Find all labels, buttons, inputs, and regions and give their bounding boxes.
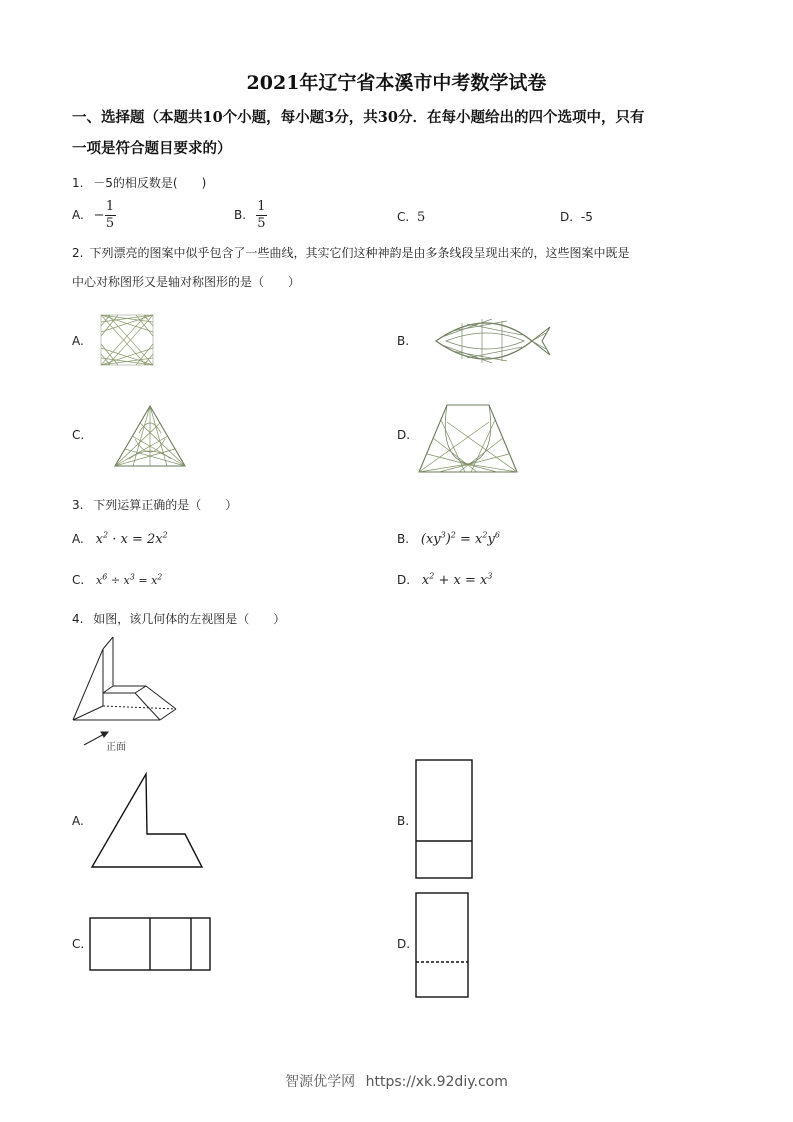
q4-option-c[interactable] xyxy=(72,937,84,951)
question-3-number: 3. xyxy=(72,498,84,512)
option-label: C. xyxy=(72,937,85,951)
string-art-trapezoid-image xyxy=(417,402,519,474)
question-3-text: 下列运算正确的是（ ） xyxy=(93,498,238,512)
section-heading-line1: 一、选择题（本题共10个小题，每小题3分，共30分．在每小题给出的四个选项中，只有 xyxy=(72,109,645,126)
solid-geometry-figure xyxy=(70,633,182,751)
q1-option-c[interactable] xyxy=(397,210,425,225)
q2-option-b[interactable] xyxy=(397,334,409,348)
section-heading-line2: 一项是符合题目要求的） xyxy=(72,140,232,157)
option-label: D. xyxy=(397,573,411,587)
string-art-square-image xyxy=(98,312,156,368)
question-2 xyxy=(72,239,732,297)
question-2-line2: 中心对称图形又是轴对称图形的是（ ） xyxy=(72,275,301,289)
view-option-b-shape xyxy=(415,759,473,879)
q2-option-d[interactable] xyxy=(397,428,410,442)
option-value: -5 xyxy=(580,210,593,224)
q3-option-a[interactable] xyxy=(72,532,168,547)
option-label: C. xyxy=(72,428,85,442)
fraction-denominator: 5 xyxy=(105,216,115,231)
question-4 xyxy=(72,610,285,627)
option-label: B. xyxy=(234,208,247,222)
option-label: D. xyxy=(397,428,411,442)
question-4-number: 4. xyxy=(72,612,84,626)
view-option-a-shape xyxy=(90,772,204,870)
question-4-text: 如图，该几何体的左视图是（ ） xyxy=(93,612,286,626)
option-label: B. xyxy=(397,334,410,348)
view-option-d-shape xyxy=(415,892,469,998)
option-label: A. xyxy=(72,532,84,546)
option-value: 5 xyxy=(417,210,426,225)
fraction-denominator: 5 xyxy=(257,216,266,231)
question-3 xyxy=(72,496,237,513)
question-1-number: 1. xyxy=(72,176,84,190)
figure-caption: 正面 xyxy=(106,742,126,753)
footer-site-name: 智源优学网 xyxy=(285,1074,356,1090)
option-label: D. xyxy=(560,210,574,224)
question-1 xyxy=(72,174,206,191)
q3-option-b[interactable] xyxy=(397,532,500,547)
question-2-number: 2. xyxy=(72,246,84,260)
question-1-text: －5的相反数是( ) xyxy=(93,176,207,190)
fraction-numerator: 1 xyxy=(105,199,115,214)
formula: $(xy^3)^2 = x^2y^6$ xyxy=(420,530,500,547)
q1-option-d[interactable] xyxy=(560,210,593,224)
fraction xyxy=(105,199,116,232)
q4-option-b[interactable] xyxy=(397,814,409,828)
fraction-numerator: 1 xyxy=(257,199,266,214)
q3-option-c[interactable] xyxy=(72,573,162,587)
q3-option-d[interactable] xyxy=(397,573,492,588)
page-title: 2021年辽宁省本溪市中考数学试卷 xyxy=(246,72,547,94)
footer-url[interactable]: https://xk.92diy.com xyxy=(365,1074,508,1090)
option-label: C. xyxy=(72,573,85,587)
q2-option-c[interactable] xyxy=(72,428,84,442)
q1-option-b[interactable] xyxy=(234,199,267,232)
formula: $x^2 + x = x^3$ xyxy=(421,571,493,588)
view-option-c-shape xyxy=(89,917,211,971)
minus-sign: − xyxy=(93,208,105,223)
string-art-fish-image xyxy=(432,311,552,369)
q1-option-a[interactable] xyxy=(72,199,116,232)
q4-option-a[interactable] xyxy=(72,814,84,828)
formula: $x^6 \div x^3 = x^2$ xyxy=(96,572,163,587)
fraction xyxy=(256,199,267,232)
option-label: D. xyxy=(397,937,411,951)
footer-watermark xyxy=(0,1071,793,1091)
section-heading xyxy=(72,102,732,164)
option-label: A. xyxy=(72,814,84,828)
option-label: B. xyxy=(397,814,410,828)
option-label: B. xyxy=(397,532,410,546)
formula: $x^2 \cdot x = 2x^2$ xyxy=(95,530,168,547)
option-label: A. xyxy=(72,208,84,222)
question-2-line1: 下列漂亮的图案中似乎包含了一些曲线，其实它们这种神韵是由多条线段呈现出来的，这些图案中既是 xyxy=(89,246,630,260)
option-label: A. xyxy=(72,334,84,348)
string-art-triangle-image xyxy=(113,403,187,469)
q4-option-d[interactable] xyxy=(397,937,410,951)
option-label: C. xyxy=(397,210,410,224)
q2-option-a[interactable] xyxy=(72,334,84,348)
